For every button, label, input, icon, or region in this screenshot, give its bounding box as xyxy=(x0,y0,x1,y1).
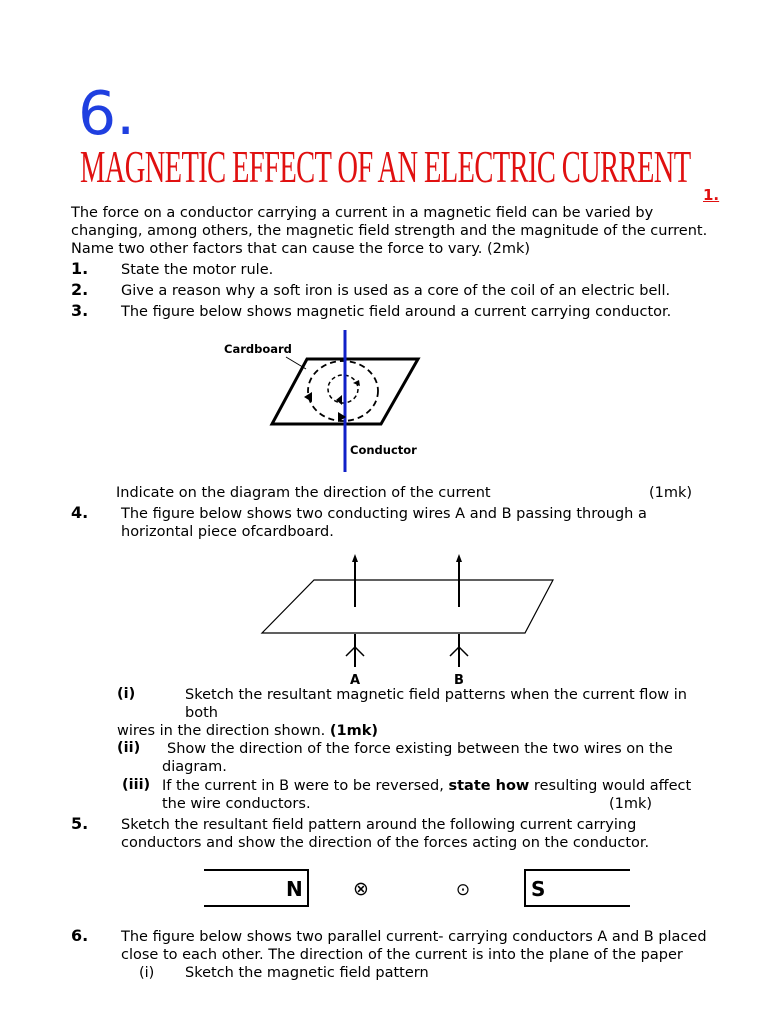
q-two-wires-line-1: The figure below shows two conducting wires A and B passing through a xyxy=(121,506,647,522)
q-parallel-i-text: Sketch the magnetic field pattern xyxy=(185,965,429,981)
field-arrow xyxy=(304,392,312,402)
q-two-wires-line-2: horizontal piece ofcardboard. xyxy=(121,524,334,540)
field-line-inner xyxy=(328,375,358,403)
cardboard-label: Cardboard xyxy=(224,342,292,356)
q-parallel-i-label: (i) xyxy=(139,965,155,981)
q-field-conductor: The figure below shows magnetic field around a current carrying conductor. xyxy=(121,304,672,320)
part-iii-line-1: If the current in B were to be reversed, state how resulting would affect xyxy=(162,778,692,794)
q-parallel-line-2: close to each other. The direction of the current is into the plane of the paper xyxy=(121,947,683,963)
q-num-2: 2. xyxy=(71,280,89,299)
part-iii-marks: (1mk) xyxy=(609,796,653,812)
field-line-outer xyxy=(308,361,378,421)
wire-b-arrow xyxy=(456,554,462,562)
field-arrow xyxy=(336,395,342,405)
q1-line-2: changing, among others, the magnetic field strength and the magnitude of the current. xyxy=(71,223,708,239)
chapter-number: 6. xyxy=(78,79,136,149)
q-num-6: 6. xyxy=(71,926,89,945)
question-1-number: 1. xyxy=(703,186,720,204)
chapter-title: MAGNETIC EFFECT OF AN ELECTRIC CURRENT xyxy=(80,141,691,192)
part-i-line-2: both xyxy=(185,705,218,721)
q-num-3: 3. xyxy=(71,301,89,320)
wire-a-label: A xyxy=(349,673,361,688)
figure-magnet-poles xyxy=(200,866,636,910)
cardboard-pointer xyxy=(286,357,306,369)
q-indicate-direction: Indicate on the diagram the direction of the current xyxy=(116,485,491,501)
part-i-marks: (1mk) xyxy=(329,723,378,739)
part-i-line-3: wires in the direction shown. (1mk) xyxy=(117,723,378,739)
q-field-pattern-line-2: conductors and show the direction of the forces acting on the conductor. xyxy=(121,835,650,851)
q-field-pattern-line-1: Sketch the resultant field pattern around the following current carrying xyxy=(121,817,637,833)
wire-a-arrow xyxy=(352,554,358,562)
figure-two-wires xyxy=(255,550,560,690)
q-motor-rule: State the motor rule. xyxy=(121,262,274,278)
q-parallel-line-1: The figure below shows two parallel current- carrying conductors A and B placed xyxy=(121,929,707,945)
north-pole-label: N xyxy=(286,877,303,901)
q1-line-3: Name two other factors that can cause the force to vary. (2mk) xyxy=(71,241,531,257)
q-num-1: 1. xyxy=(71,259,89,278)
part-ii-line-2: diagram. xyxy=(162,759,227,775)
marks-indicate: (1mk) xyxy=(649,485,693,501)
conductor-label: Conductor xyxy=(350,443,417,457)
conductor-into-page-icon: ⊗ xyxy=(353,878,369,900)
part-iii-line-2: the wire conductors. xyxy=(162,796,311,812)
horizontal-cardboard xyxy=(262,580,553,633)
south-pole-label: S xyxy=(531,877,546,901)
conductor-out-of-page-icon: ⊙ xyxy=(455,880,471,900)
wire-b-label: B xyxy=(454,673,464,688)
q-num-4: 4. xyxy=(71,503,89,522)
part-i-line-1: Sketch the resultant magnetic field patterns when the current flow in xyxy=(185,687,687,703)
q-soft-iron: Give a reason why a soft iron is used as a core of the coil of an electric bell. xyxy=(121,283,671,299)
q-num-5: 5. xyxy=(71,814,89,833)
field-arrow xyxy=(353,380,360,386)
part-i-label: (i) xyxy=(117,686,136,702)
part-ii-line-1: Show the direction of the force existing between the two wires on the xyxy=(167,741,673,757)
q1-line-1: The force on a conductor carrying a current in a magnetic field can be varied by xyxy=(71,205,654,221)
part-ii-label: (ii) xyxy=(117,740,141,756)
part-iii-label: (iii) xyxy=(122,777,151,793)
figure-conductor-cardboard xyxy=(200,325,460,477)
